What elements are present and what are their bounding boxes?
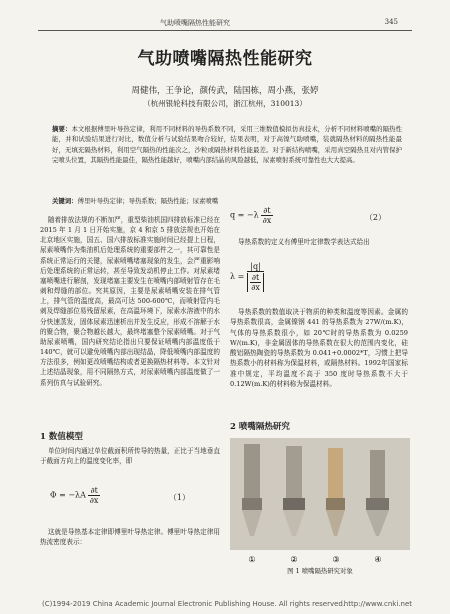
- figure-caption: 图 1 喷嘴隔热研究对象: [287, 567, 353, 575]
- figure-label-4: ④: [374, 555, 382, 564]
- abstract: [52, 124, 402, 166]
- keywords-text: 傅里叶导热定律；导热系数；隔热性能；尿素喷嘴: [77, 197, 219, 205]
- eq2-lhs: q = −λ: [230, 210, 259, 220]
- conductivity-paragraph: 导热系数的数值取决于物质的种类和温度等因素。金属的导热系数很高，金属镍钢 441 的导热系数为 27W/(m.K)，气体的导热系数很小，如 20℃时的导热系数为 0.0259 W/(m.K)，非金属固体的导热系数在很大的范围内变化，硅酸铝隔热陶瓷的导热系数为 0.041+0.0002*T，习惯上把导热系数小的材料称为保温材料，或隔热材料。1992年国家标准中规定，平均温度不高于 350 度时导热系数不大于 0.12W(m.K)的材料称为保温材料。: [230, 308, 408, 389]
- abstract-text: 本文根据傅里叶导热定律，利用不同材料的导热系数不同，采用三维数值模拟仿真技术，分析不同材料喷嘴的隔热性能，并和试验结果进行对比，数值分析与试验结果吻合较好，结果表明，对于高镍气助喷嘴，装就隔热材料的隔热性能最好，无填充隔热材料，利用空气隔热的性能次之，沙粒或隔热材料性能最差。对于新结构喷嘴，采用真空隔热且对内管保护完喷头位置，其隔热性能最佳，隔热性能越好，喷嘴内部结晶的风险越低，尿素喷射系统可靠性也大大提高。: [52, 125, 403, 165]
- eq3-inner-fraction: [250, 273, 261, 292]
- section-1-intro: [40, 446, 220, 467]
- eq1-den: ∂x: [89, 496, 99, 505]
- eq1-num: ∂t: [90, 486, 98, 495]
- equation-2: [230, 206, 410, 232]
- section-1-heading: 1 数值模型: [40, 432, 83, 442]
- header-rule: [38, 30, 412, 31]
- eq3-num: |q|: [247, 262, 264, 272]
- abstract-label: 摘要：: [52, 125, 72, 133]
- affiliation: （杭州银轮科技有限公司，浙江杭州，310013）: [143, 99, 307, 108]
- eq2-fraction: [261, 206, 272, 225]
- eq2-den: ∂x: [262, 216, 272, 225]
- figure-1: [230, 438, 410, 564]
- running-title: 气助喷嘴隔热性能研究: [160, 19, 230, 27]
- equation-3: [230, 262, 410, 306]
- eq3-den-num: ∂t: [251, 273, 260, 282]
- paper-title: 气助喷嘴隔热性能研究: [137, 49, 313, 69]
- eq1-lhs: Φ = −λA: [50, 490, 86, 500]
- authors: 周健伟，王争论，颜传武，陆国栋，周小燕，张婷: [131, 86, 319, 96]
- eq2-number: （2）: [364, 213, 386, 222]
- eq3-den: [247, 273, 264, 292]
- section-1-after-eq1: 这就是导热基本定律即傅里叶导热定律。傅里叶导热定律用热流密度表示：: [40, 528, 220, 547]
- figure-label-2: ②: [290, 555, 298, 564]
- eq3-fraction: [247, 262, 264, 292]
- eq1-fraction: [88, 486, 99, 505]
- source-url[interactable]: http://www.cnki.net: [343, 600, 412, 608]
- keywords-label: 关键词：: [52, 197, 78, 205]
- eq3-lhs: λ =: [230, 272, 245, 281]
- copyright-notice: (C)1994-2019 China Academic Journal Electronic Publishing House. All rights reserved.: [42, 600, 346, 608]
- definition-paragraph: 导热系数的定义有傅里叶定律数学表达式给出: [237, 238, 370, 246]
- eq2-num: ∂t: [263, 206, 271, 215]
- section-2-heading: 2 喷嘴隔热研究: [230, 422, 290, 432]
- figure-label-3: ③: [332, 555, 340, 564]
- keywords: [52, 196, 402, 206]
- figure-label-1: ①: [248, 555, 256, 564]
- intro-paragraph: 随着排放法规的不断加严，重型柴油机国四排放标准已经在 2015 年 1 月 1 日开始实施，京 4 和京 5 排放法规也开始在北京地区实施，国五、国六排放标准实施时间已经提上日程，尿素喷嘴作为柴油机后处理系统的重要部件之一，其可靠性是系统正常运行的关键，尿素喷嘴堵塞现象的发生，会严重影响后处理系统的正常运转，甚至导致发动机停止工作。对尿素堵塞喷嘴进行解剖，发现堵塞主要发生在喷嘴内部喷射管存在毛刺和焊缝的部位。究其原因，主要是尿素喷嘴安装在排气管上，排气管的温度高，最高可达 500-600℃，而喷射管内毛刺及焊缝部位易残留尿素，在高温环境下，尿素水溶液中的水分快速蒸发，固体尿素迅速析出并发生反应，形成不溶解于水的聚合物，聚合物越长越大，最终堵塞整个尿素喷嘴。对于气助尿素喷嘴，国内研究结论指出只要保证喷嘴内部温度低于 140℃，就可以避免喷嘴内部出现结晶，降低喷嘴内部温度的方法很多，例如更改喷嘴结构或者更换隔热材料等。本文针对上述结晶现象，用不同隔热方式，对尿素喷嘴内部温度做了一系列仿真与试验研究。: [40, 216, 220, 387]
- eq1-number: （1）: [168, 493, 190, 502]
- section-1-intro-text: 单位时间内通过单位截面积所传导的热量，正比于当地垂直于截面方向上的温度变化率，即: [40, 447, 220, 466]
- eq3-den-den: ∂x: [251, 283, 260, 292]
- page-number: 345: [384, 18, 398, 26]
- nozzle-photos: [230, 438, 410, 566]
- equation-1: [50, 486, 230, 510]
- page-header: [0, 0, 450, 40]
